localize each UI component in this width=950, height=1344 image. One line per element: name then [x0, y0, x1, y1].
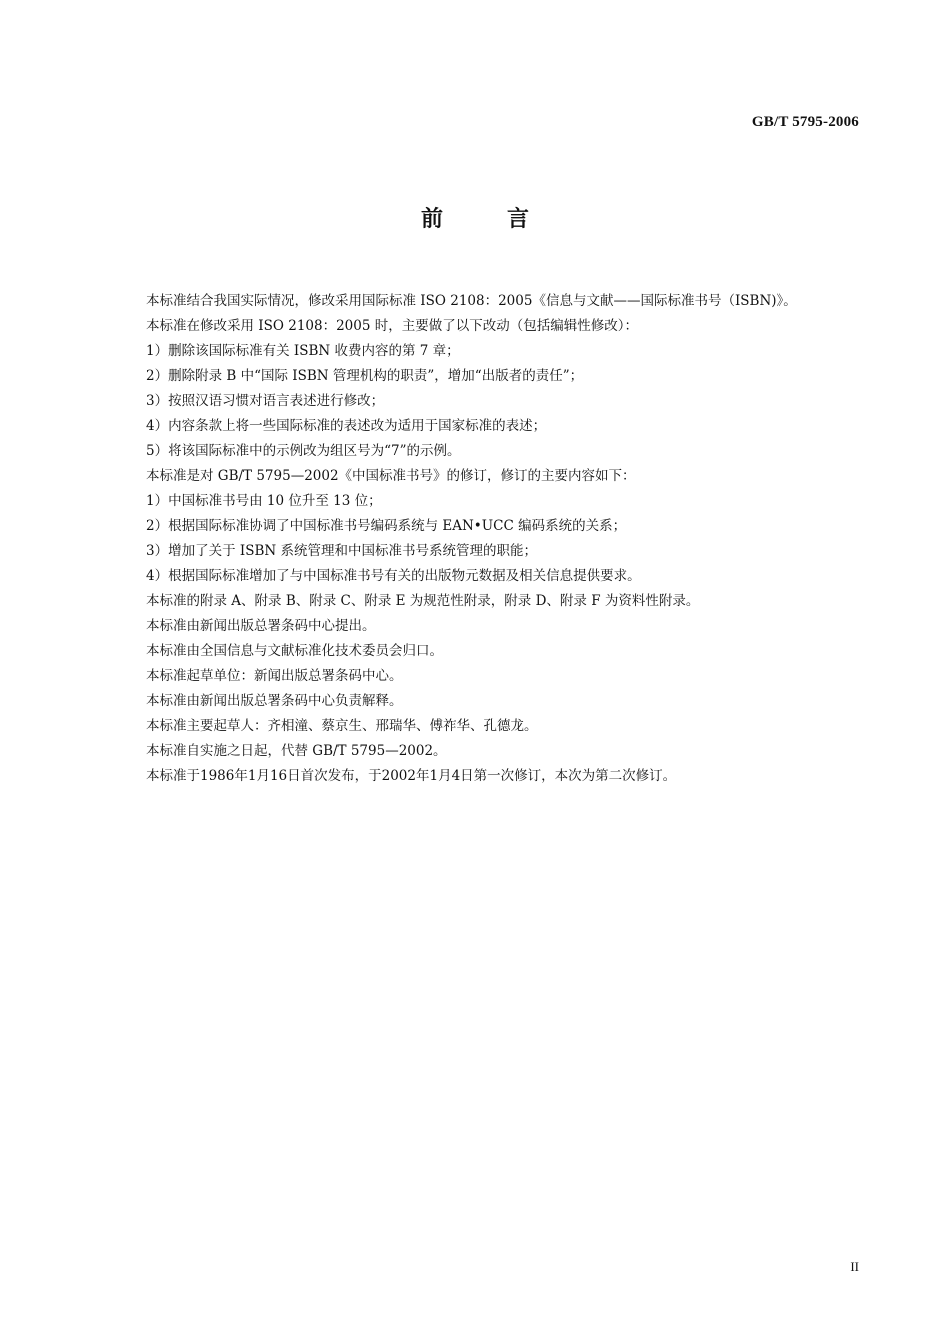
- paragraph-adoption: 本标准结合我国实际情况，修改采用国际标准 ISO 2108：2005《信息与文献——国际标准书号（ISBN)》。: [146, 293, 797, 309]
- paragraph-revision-intro: 本标准是对 GB/T 5795—2002《中国标准书号》的修订，修订的主要内容如下：: [146, 468, 636, 484]
- paragraph-interpretation: 本标准由新闻出版总署条码中心负责解释。: [146, 693, 403, 709]
- paragraph-changes-intro: 本标准在修改采用 ISO 2108：2005 时，主要做了以下改动（包括编辑性修改）：: [146, 318, 638, 334]
- list-item: 3）按照汉语习惯对语言表述进行修改；: [146, 393, 385, 409]
- paragraph-annexes: 本标准的附录 A、附录 B、附录 C、附录 E 为规范性附录，附录 D、附录 F 为资料性附录。: [146, 593, 700, 609]
- list-item: 1）中国标准书号由 10 位升至 13 位；: [146, 493, 382, 509]
- paragraph-replacement: 本标准自实施之日起，代替 GB/T 5795—2002。: [146, 743, 447, 759]
- page-title: 前言: [420, 207, 593, 232]
- list-item: 1）删除该国际标准有关 ISBN 收费内容的第 7 章；: [146, 343, 460, 359]
- page-number: II: [850, 1259, 859, 1274]
- list-item: 4）内容条款上将一些国际标准的表述改为适用于国家标准的表述；: [146, 418, 547, 434]
- paragraph-drafting-unit: 本标准起草单位：新闻出版总署条码中心。: [146, 668, 403, 684]
- paragraph-history: 本标准于1986年1月16日首次发布，于2002年1月4日第一次修订，本次为第二次修订。: [146, 768, 677, 784]
- standard-code: GB/T 5795-2006: [751, 114, 859, 130]
- foreword-body: [119, 289, 861, 789]
- paragraph-committee: 本标准由全国信息与文献标准化技术委员会归口。: [146, 643, 443, 659]
- list-item: 5）将该国际标准中的示例改为组区号为“7”的示例。: [146, 443, 461, 459]
- list-item: 2）删除附录 B 中“国际 ISBN 管理机构的职责”，增加“出版者的责任”；: [146, 368, 584, 384]
- list-item: 2）根据国际标准协调了中国标准书号编码系统与 EAN•UCC 编码系统的关系；: [146, 518, 627, 534]
- paragraph-proposer: 本标准由新闻出版总署条码中心提出。: [146, 618, 376, 634]
- list-item: 3）增加了关于 ISBN 系统管理和中国标准书号系统管理的职能；: [146, 543, 537, 559]
- list-item: 4）根据国际标准增加了与中国标准书号有关的出版物元数据及相关信息提供要求。: [146, 568, 641, 584]
- paragraph-drafters: 本标准主要起草人：齐相潼、蔡京生、邢瑞华、傅祚华、孔德龙。: [146, 718, 538, 734]
